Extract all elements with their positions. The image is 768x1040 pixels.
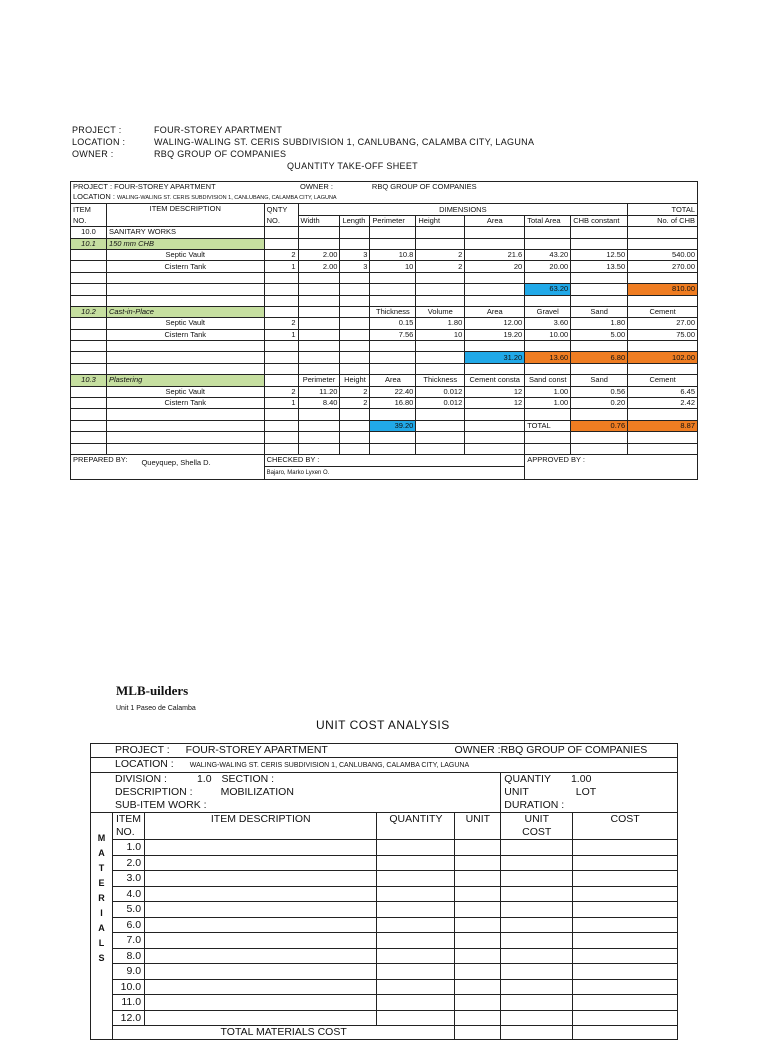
qto-h-length: Length [340,215,370,226]
list-item: 2.0 [91,855,678,871]
qto-h-total: TOTAL [628,204,698,215]
qto-h-chb-constant: CHB constant [571,215,628,226]
uca-h-qty: QUANTITY [377,813,455,840]
checked-by: CHECKED BY : [264,454,525,467]
qto-h-total-area: Total Area [525,215,571,226]
qto-owner-label: OWNER : [298,182,370,193]
uca-h-unit-cost: UNIT COST [501,813,573,840]
sheet-title: QUANTITY TAKE-OFF SHEET [287,161,418,171]
uca-subitem-row: SUB-ITEM WORK : [91,799,501,813]
uca-quantity-row: QUANTIY 1.00 [501,773,678,787]
project-label: PROJECT : [72,125,122,135]
uca-total-materials: TOTAL MATERIALS COST [112,1026,454,1040]
qto-section-name: SANITARY WORKS [106,227,264,238]
uca-description-row: DESCRIPTION : MOBILIZATION [91,786,501,799]
qto-h-item: ITEM [71,204,107,215]
qto-h-dimensions: DIMENSIONS [298,204,628,215]
approved-by: APPROVED BY : [525,454,698,479]
list-item: 3.0 [91,871,678,887]
qto-s2-total-sand: 6.80 [571,352,628,363]
qto-h-height: Height [416,215,465,226]
company-address: Unit 1 Paseo de Calamba [116,705,196,712]
uca-h-cost: COST [573,813,678,840]
qto-s2-total-gravel: 13.60 [525,352,571,363]
qto-h-qnty: QNTY [264,204,298,215]
qto-s3-total-cement: 8.87 [628,420,698,431]
qto-s3-total-area: 39.20 [370,420,416,431]
checked-by-name: Bajaro, Marko Lyxen O. [264,467,525,480]
qto-h-no2: NO. [264,215,298,226]
qto-s3-name: Plastering [106,375,264,386]
qto-s3-total-label: TOTAL [525,420,571,431]
project-value: FOUR-STOREY APARTMENT [154,125,283,135]
quantity-takeoff-table: PROJECT : FOUR-STOREY APARTMENT OWNER : RBQ GROUP OF COMPANIES LOCATION : WALING-WALING ST. CERIS SUBDIVISION 1, CANLUBANG, CALAMBA CITY, LAGUNA ITEM ITEM DESCRIPTION QNTY DIMENSIONS TOTAL NO. NO. Width Length Perimeter Height Area Total Area CHB constant No. of CHB 10.0 SANITARY WORKS 10.1 150 mm CHB Septic Vault 2 2.00 3 10.8 2 21.6 43.20 12.50 540.00 Cistern Tank 1 2.00 3 10 2 20 20.00 13.50 270.00 63.20 810.00 10.2 Cast-in-Place Thickness Volume Area Gravel Sand Cement Septic Vault 2 0.15 1.80 12.00 3.60 1.80 27.00 Cistern Tank 1 7.56 10 19.20 10.00 5.00 75.00 31.20 13.60 6.80 102.00 10.3 Plastering Perimeter Height Area Thickness Cement consta Sand const Sand Cement Septic Vault 2 11.20 2 22.40 0.012 12 1.00 0.56 6.45 Cistern Tank 1 8.40 2 16.80 0.012 12 1.00 0.20 2.42 39.20 TOTAL 0.76 8.87 PREPARED BY: Queyquep, Shella D. CHECKED BY : APPROVED BY : Bajaro, Marko Lyxen O. [70,181,698,480]
qto-s1-total-area: 63.20 [525,284,571,295]
owner-label: OWNER : [72,149,114,159]
company-name: MLB-uilders [116,683,189,698]
qto-owner-value: RBQ GROUP OF COMPANIES [370,182,698,193]
qto-h-desc: ITEM DESCRIPTION [106,204,264,227]
qto-h-width: Width [298,215,340,226]
qto-s3-no: 10.3 [71,375,107,386]
qto-s3-total-sand: 0.76 [571,420,628,431]
list-item: 10.0 [91,979,678,995]
table-row: Cistern Tank 1 7.56 10 19.20 10.00 5.00 75.00 [71,329,698,340]
qto-s2-no: 10.2 [71,306,107,317]
uca-unit-row: UNIT LOT [501,786,678,799]
table-row: Cistern Tank 1 2.00 3 10 2 20 20.00 13.50 270.00 [71,261,698,272]
list-item: 5.0 [91,902,678,918]
uca-location-row: LOCATION : WALING-WALING ST. CERIS SUBDIVISION 1, CANLUBANG, CALAMBA CITY, LAGUNA [91,758,678,773]
qto-s2-total-cement: 102.00 [628,352,698,363]
location-value: WALING-WALING ST. CERIS SUBDIVISION 1, CANLUBANG, CALAMBA CITY, LAGUNA [154,137,535,147]
qto-h-no-chb: No. of CHB [628,215,698,226]
uca-project-row: PROJECT : FOUR-STOREY APARTMENT OWNER :RBQ GROUP OF COMPANIES [91,744,678,758]
uca-title: UNIT COST ANALYSIS [316,718,450,732]
qto-h-no: NO. [71,215,107,226]
location-label: LOCATION : [72,137,126,147]
qto-h-area: Area [465,215,525,226]
list-item: 1.0 [91,840,678,856]
qto-s1-total-chb: 810.00 [628,284,698,295]
qto-s2-total-area: 31.20 [465,352,525,363]
list-item: 12.0 [91,1010,678,1026]
qto-location: LOCATION : WALING-WALING ST. CERIS SUBDIVISION 1, CANLUBANG, CALAMBA CITY, LAGUNA [71,192,698,204]
qto-h-perimeter: Perimeter [370,215,416,226]
owner-value: RBQ GROUP OF COMPANIES [154,149,287,159]
list-item: 9.0 [91,964,678,980]
uca-duration-row: DURATION : [501,799,678,813]
uca-division-row: DIVISION : 1.0 SECTION : [91,773,501,787]
qto-project: PROJECT : FOUR-STOREY APARTMENT [71,182,299,193]
list-item: 4.0 [91,886,678,902]
table-row: Septic Vault 2 2.00 3 10.8 2 21.6 43.20 12.50 540.00 [71,249,698,260]
prepared-by: PREPARED BY: Queyquep, Shella D. [71,454,265,479]
list-item: 6.0 [91,917,678,933]
table-row: Septic Vault 2 0.15 1.80 12.00 3.60 1.80 27.00 [71,318,698,329]
qto-section-no: 10.0 [71,227,107,238]
qto-s2-name: Cast-in-Place [106,306,264,317]
list-item: 7.0 [91,933,678,949]
qto-s1-no: 10.1 [71,238,107,249]
materials-label: M A T E R I A L S [91,813,113,1040]
uca-h-unit: UNIT [455,813,501,840]
table-row: Septic Vault 2 11.20 2 22.40 0.012 12 1.00 0.56 6.45 [71,386,698,397]
list-item: 8.0 [91,948,678,964]
table-row: Cistern Tank 1 8.40 2 16.80 0.012 12 1.00 0.20 2.42 [71,398,698,409]
qto-s1-name: 150 mm CHB [106,238,264,249]
uca-h-item: ITEM NO. [112,813,144,840]
list-item: 11.0 [91,995,678,1011]
unit-cost-analysis-table [90,743,678,1040]
uca-h-desc: ITEM DESCRIPTION [145,813,377,840]
